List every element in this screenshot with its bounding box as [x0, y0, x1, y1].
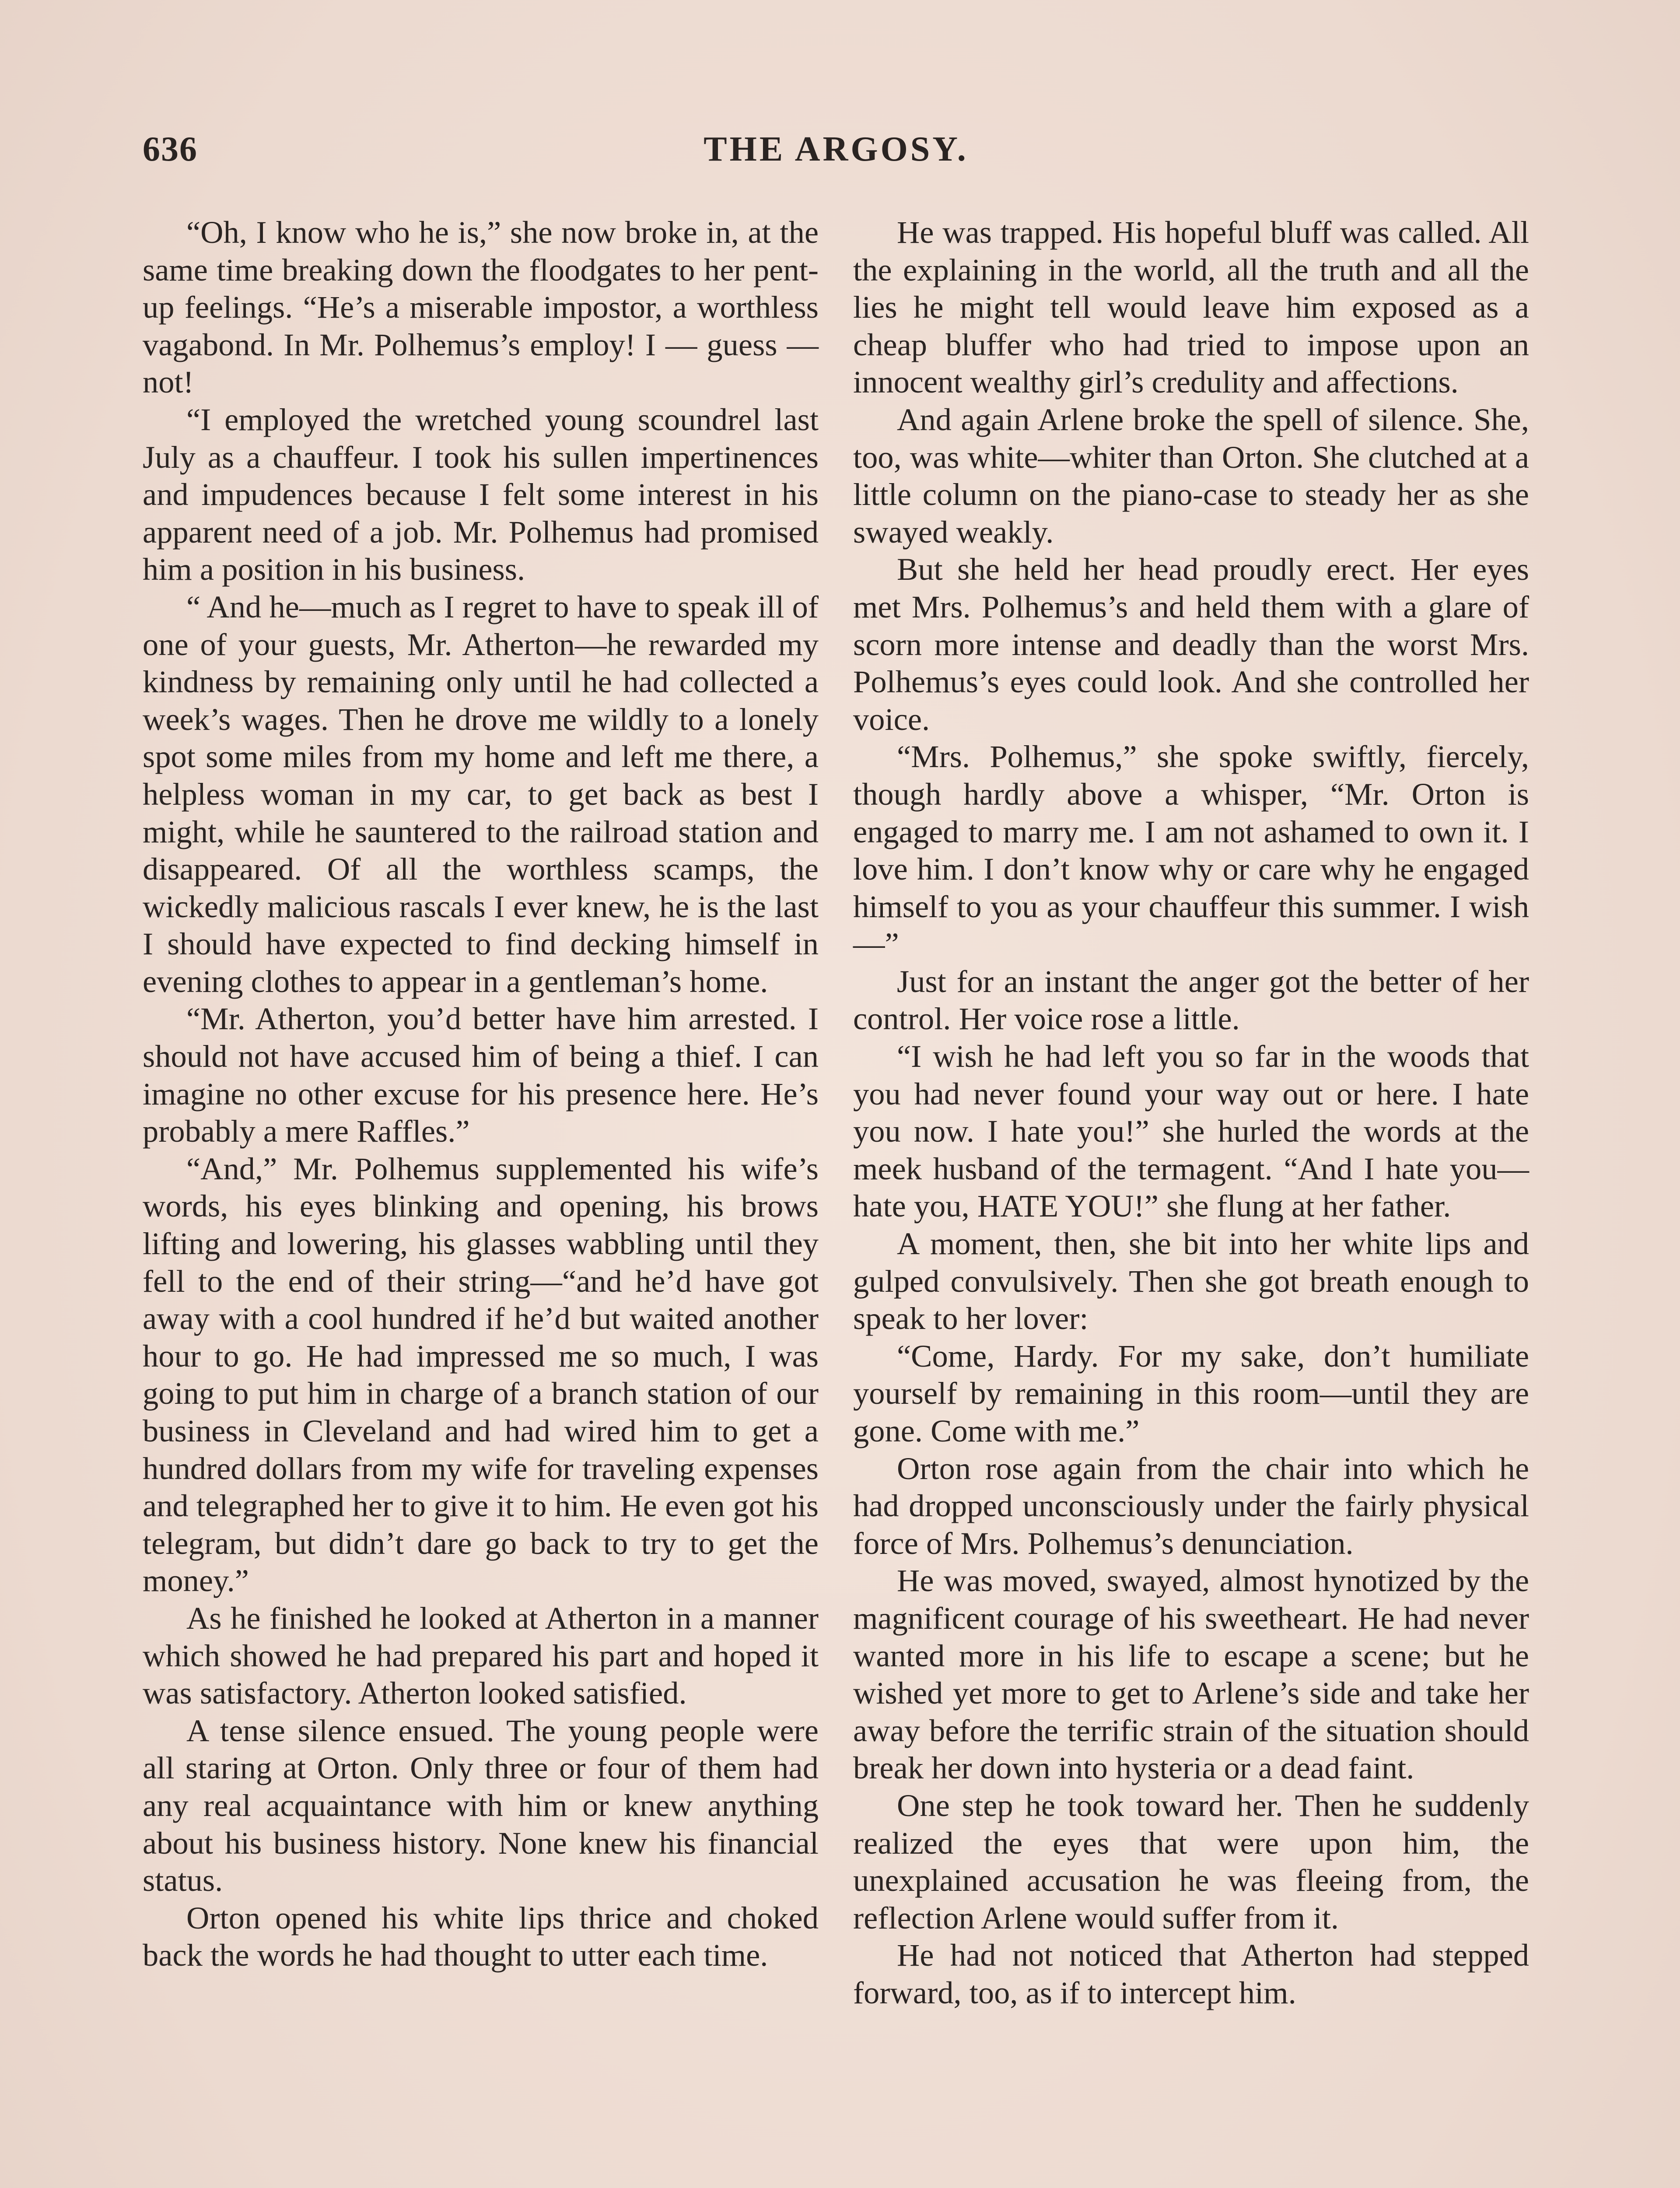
paragraph: As he finished he looked at Atherton in a manner which showed he had prepared his part and hoped it was satisfactory. Atherton looked satisfied. [143, 1600, 819, 1711]
paragraph: “ And he—much as I regret to have to speak ill of one of your guests, Mr. Atherton—he rewarded my kindness by remaining only until he had collected a week’s wages. Then he drove me wildly to a lonely spot some miles from my home and left me there, a helpless woman in my car, to get back as best I might, while he sauntered to the railroad station and disappeared. Of all the worthless scamps, the wickedly malicious rascals I ever knew, he is the last I should have expected to find decking himself in evening clothes to appear in a gentleman’s home. [143, 589, 819, 999]
paragraph: “Oh, I know who he is,” she now broke in, at the same time breaking down the floodgates to her pent-up feelings. “He’s a miserable impostor, a worthless vagabond. In Mr. Polhemus’s employ! I — guess — not! [143, 214, 819, 400]
paragraph: But she held her head proudly erect. Her eyes met Mrs. Polhemus’s and held them with a glare of scorn more intense and deadly than the worst Mrs. Polhemus’s eyes could look. And she controlled her voice. [853, 551, 1529, 737]
page-number: 636 [143, 130, 198, 168]
paragraph: “Mrs. Polhemus,” she spoke swiftly, fiercely, though hardly above a whisper, “Mr. Orton is engaged to marry me. I am not ashamed to own it. I love him. I don’t know why or care why he engaged himself to you as your chauffeur this summer. I wish—” [853, 739, 1529, 962]
paragraph: He was trapped. His hopeful bluff was called. All the explaining in the world, all the truth and all the lies he might tell would leave him exposed as a cheap bluffer who had tried to impose upon an innocent wealthy girl’s credulity and affections. [853, 214, 1529, 400]
right-column [853, 214, 1529, 2012]
paragraph: “I wish he had left you so far in the woods that you had never found your way out or here. I hate you now. I hate you!” she hurled the words at the meek husband of the termagent. “And I hate you—hate you, HATE YOU!” she flung at her father. [853, 1038, 1529, 1224]
paragraph: “I employed the wretched young scoundrel last July as a chauffeur. I took his sullen impertinences and impudences because I felt some interest in his apparent need of a job. Mr. Polhemus had promised him a position in his business. [143, 401, 819, 587]
paragraph: A moment, then, she bit into her white lips and gulped convulsively. Then she got breath enough to speak to her lover: [853, 1226, 1529, 1336]
paragraph: He was moved, swayed, almost hynotized by the magnificent courage of his sweetheart. He had never wanted more in his life to escape a scene; but he wished yet more to get to Arlene’s side and take her away before the terrific strain of the situation should break her down into hysteria or a dead faint. [853, 1563, 1529, 1786]
paragraph: “Come, Hardy. For my sake, don’t humiliate yourself by remaining in this room—until they are gone. Come with me.” [853, 1338, 1529, 1448]
paragraph: He had not noticed that Atherton had stepped forward, too, as if to intercept him. [853, 1937, 1529, 2010]
left-column [143, 214, 819, 1974]
paragraph: “Mr. Atherton, you’d better have him arrested. I should not have accused him of being a thief. I can imagine no other excuse for his presence here. He’s probably a mere Raffles.” [143, 1001, 819, 1149]
paragraph: One step he took toward her. Then he suddenly realized the eyes that were upon him, the unexplained accusation he was fleeing from, the reflection Arlene would suffer from it. [853, 1787, 1529, 1936]
paragraph: “And,” Mr. Polhemus supplemented his wife’s words, his eyes blinking and opening, his brows lifting and lowering, his glasses wabbling until they fell to the end of their string—“and he’d have got away with a cool hundred if he’d but waited another hour to go. He had impressed me so much, I was going to put him in charge of a branch station of our business in Cleveland and had wired him to get a hundred dollars from my wife for traveling expenses and telegraphed her to give it to him. He even got his telegram, but didn’t dare go back to try to get the money.” [143, 1150, 819, 1599]
paragraph: Orton rose again from the chair into which he had dropped unconsciously under the fairly physical force of Mrs. Polhemus’s denunciation. [853, 1450, 1529, 1561]
page-header [143, 130, 1530, 178]
paragraph: A tense silence ensued. The young people were all staring at Orton. Only three or four of them had any real acquaintance with him or knew anything about his business history. None knew his financial status. [143, 1712, 819, 1898]
paragraph: Orton opened his white lips thrice and choked back the words he had thought to utter each time. [143, 1900, 819, 1973]
paragraph: Just for an instant the anger got the better of her control. Her voice rose a little. [853, 963, 1529, 1037]
running-head: THE ARGOSY. [704, 130, 969, 168]
paragraph: And again Arlene broke the spell of silence. She, too, was white—whiter than Orton. She clutched at a little column on the piano-case to steady her as she swayed weakly. [853, 401, 1529, 550]
